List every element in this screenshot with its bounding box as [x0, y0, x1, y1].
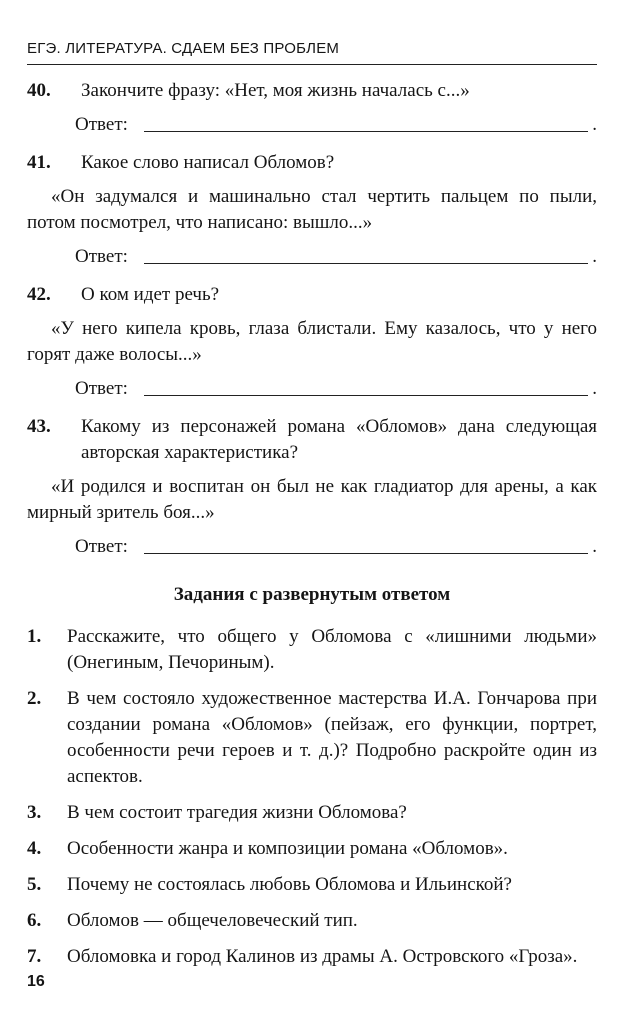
answer-label: Ответ:	[75, 246, 128, 267]
task-item	[27, 836, 597, 862]
task-text: В чем состояло художественное мастерства И.А. Гончарова при создании романа «Обломов» (пейзаж, его функции, портрет, особенности речи героев и т. д.)? Подробно раскройте один из аспектов.	[67, 688, 597, 787]
question-quote: «И родился и воспитан он был не как гладиатор для арены, а как мирный зритель боя...»	[27, 476, 597, 523]
answer-row	[27, 112, 597, 138]
task-text: В чем состоит трагедия жизни Обломова?	[67, 802, 407, 823]
answer-period: .	[592, 114, 597, 135]
header-divider	[27, 64, 597, 65]
question-quote: «Он задумался и машинально стал чертить пальцем по пыли, потом посмотрел, что написано: вышло...»	[27, 186, 597, 233]
question-prompt	[27, 282, 597, 308]
answer-period: .	[592, 536, 597, 557]
answer-blank-line[interactable]	[144, 394, 588, 396]
task-number: 1.	[27, 626, 42, 647]
question-40	[27, 78, 597, 138]
question-number: 43.	[27, 416, 51, 437]
task-text: Почему не состоялась любовь Обломова и Ильинской?	[67, 874, 512, 895]
question-prompt	[27, 150, 597, 176]
task-item	[27, 944, 597, 970]
answer-row	[27, 244, 597, 270]
question-41	[27, 150, 597, 270]
question-number: 41.	[27, 152, 51, 173]
question-42	[27, 282, 597, 402]
page-content	[27, 78, 597, 980]
question-number: 42.	[27, 284, 51, 305]
question-number: 40.	[27, 80, 51, 101]
question-quote: «У него кипела кровь, глаза блистали. Ему казалось, что у него горят даже волосы...»	[27, 318, 597, 365]
question-prompt	[27, 78, 597, 104]
answer-blank-line[interactable]	[144, 552, 588, 554]
task-number: 6.	[27, 910, 42, 931]
task-number: 3.	[27, 802, 42, 823]
task-item	[27, 624, 597, 676]
task-number: 4.	[27, 838, 42, 859]
answer-row	[27, 534, 597, 560]
answer-blank-line[interactable]	[144, 262, 588, 264]
question-text: О ком идет речь?	[81, 284, 220, 305]
task-item	[27, 686, 597, 790]
answer-period: .	[592, 378, 597, 399]
task-text: Расскажите, что общего у Обломова с «лишними людьми» (Онегиным, Печориным).	[67, 626, 597, 673]
running-head: ЕГЭ. ЛИТЕРАТУРА. СДАЕМ БЕЗ ПРОБЛЕМ	[27, 40, 340, 57]
section-title: Задания с развернутым ответом	[173, 584, 451, 605]
answer-label: Ответ:	[75, 378, 128, 399]
task-number: 5.	[27, 874, 42, 895]
task-item	[27, 872, 597, 898]
answer-label: Ответ:	[75, 114, 128, 135]
question-text: Какому из персонажей романа «Обломов» дана следующая авторская характеристика?	[81, 416, 597, 463]
answer-blank-line[interactable]	[144, 130, 588, 132]
question-prompt	[27, 414, 597, 466]
task-number: 2.	[27, 688, 42, 709]
question-text: Какое слово написал Обломов?	[81, 152, 335, 173]
answer-period: .	[592, 246, 597, 267]
question-text: Закончите фразу: «Нет, моя жизнь началась с...»	[81, 80, 470, 101]
page-number: 16	[27, 973, 45, 990]
task-text: Обломовка и город Калинов из драмы А. Островского «Гроза».	[67, 946, 578, 967]
question-43	[27, 414, 597, 560]
task-number: 7.	[27, 946, 42, 967]
task-text: Обломов — общечеловеческий тип.	[67, 910, 358, 931]
task-item	[27, 908, 597, 934]
answer-label: Ответ:	[75, 536, 128, 557]
task-text: Особенности жанра и композиции романа «Обломов».	[67, 838, 508, 859]
answer-row	[27, 376, 597, 402]
task-item	[27, 800, 597, 826]
